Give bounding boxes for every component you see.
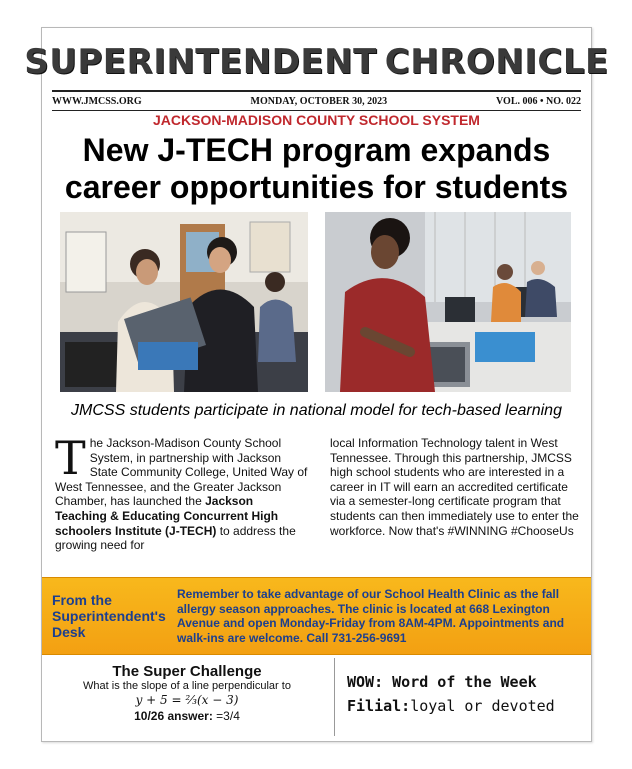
wow-title: WOW: Word of the Week bbox=[347, 673, 537, 691]
challenge-title: The Super Challenge bbox=[112, 663, 262, 680]
volume-number: VOL. 006 • NO. 022 bbox=[496, 95, 581, 107]
callout-label: From the Superintendent's Desk bbox=[52, 592, 166, 640]
website-text: WWW.JMCSS.ORG bbox=[52, 95, 142, 107]
headline-line-2: career opportunities for students bbox=[64, 169, 569, 205]
bottom-divider bbox=[334, 658, 335, 736]
challenge-equation: y + 5 = ⅔(x − 3) bbox=[135, 693, 239, 707]
superintendent-callout bbox=[42, 577, 591, 655]
challenge-answer bbox=[42, 709, 332, 723]
article-text-1a: he Jackson-Madison County School System, in partnership with Jackson State Community College, United Way of West Tennessee, and the Greater Jackson Chamber, has launched the bbox=[55, 436, 308, 509]
drop-cap: T bbox=[55, 431, 86, 485]
callout-text: Remember to take advantage of our School Health Clinic as the fall allergy season approaches. The clinic is located at 668 Lexington Avenue and open Monday-Friday from 8AM-4PM. Appointments and walk-ins are welcome. Call 731-256-9691 bbox=[177, 587, 565, 645]
info-bar bbox=[52, 90, 581, 111]
article-text-1b: to address the growing need for bbox=[55, 523, 296, 553]
students-photo-left bbox=[60, 212, 308, 392]
wow-word: Filial: bbox=[347, 697, 411, 715]
article-column-2: local Information Technology talent in West Tennessee. Through this partnership, JMCSS high school students who are interested in a career in IT will earn an accredited certificate via a semester-long certificate program that students can then immediately use to enter the workforce. Now that's #WINNING #ChooseUs bbox=[330, 436, 579, 538]
headline-line-1: New J-TECH program expands bbox=[82, 132, 551, 168]
challenge-question: What is the slope of a line perpendicular to bbox=[83, 680, 291, 692]
wow-definition: loyal or devoted bbox=[410, 697, 555, 715]
word-of-the-week bbox=[347, 670, 582, 718]
masthead bbox=[24, 36, 609, 88]
headline bbox=[42, 132, 591, 206]
masthead-right-word: CHRONICLE bbox=[384, 42, 609, 82]
program-name: Jackson Teaching & Educating Concurrent High schoolers Institute (J-TECH) bbox=[55, 494, 279, 538]
article-column-1 bbox=[55, 431, 308, 553]
wow-entry bbox=[347, 694, 582, 718]
masthead-left-word: SUPERINTENDENT bbox=[24, 42, 377, 82]
students-photo-right bbox=[325, 212, 571, 392]
issue-date: MONDAY, OCTOBER 30, 2023 bbox=[250, 95, 388, 107]
answer-label: 10/26 answer: bbox=[134, 709, 213, 723]
photo-caption: JMCSS students participate in national model for tech-based learning bbox=[71, 402, 562, 419]
super-challenge bbox=[42, 663, 332, 723]
section-kicker: JACKSON-MADISON COUNTY SCHOOL SYSTEM bbox=[153, 112, 480, 128]
answer-value: =3/4 bbox=[212, 709, 240, 723]
newsletter-page bbox=[24, 27, 609, 742]
